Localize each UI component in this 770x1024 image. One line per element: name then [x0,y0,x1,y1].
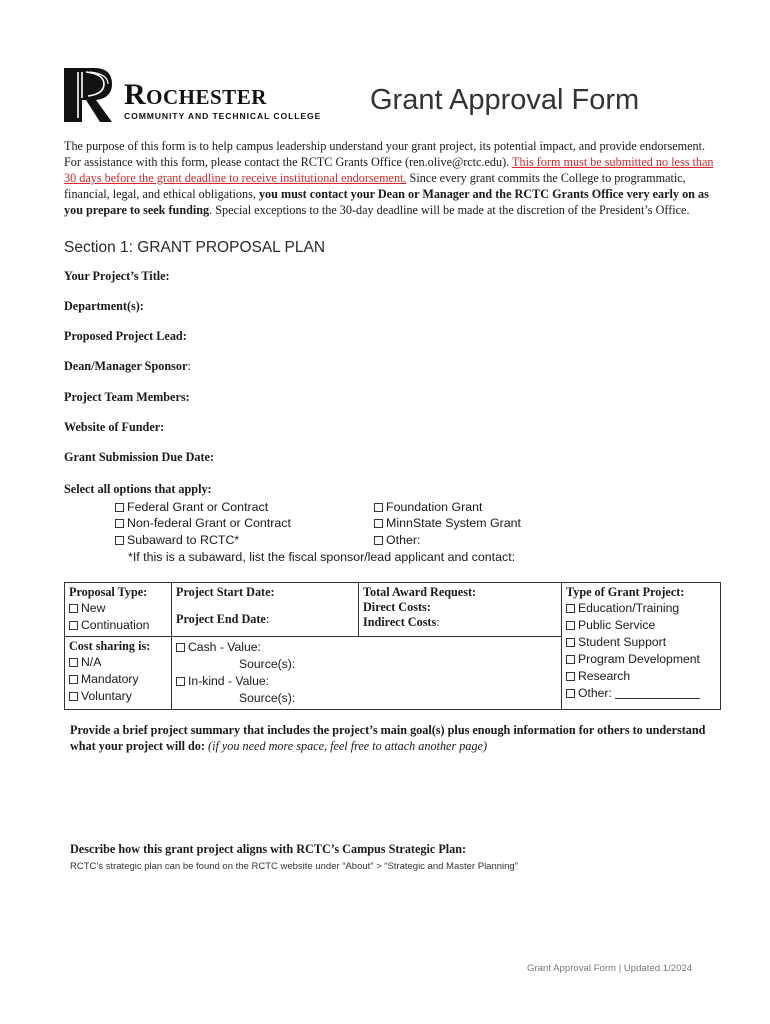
checkbox-icon[interactable] [566,638,575,647]
end-date-label: Project End Date: [176,612,270,626]
checkbox-icon[interactable] [566,689,575,698]
strategic-plan-prompt[interactable]: Describe how this grant project aligns with RCTC’s Campus Strategic Plan: [70,842,467,856]
dates-cell[interactable] [172,583,359,637]
option-other[interactable]: Other: [374,533,420,547]
team-members-field[interactable]: Project Team Members: [64,390,190,404]
inkind-source[interactable]: Source(s): [239,691,296,705]
due-date-field[interactable]: Grant Submission Due Date: [64,450,214,464]
other-input-line[interactable] [615,688,700,699]
cash-source[interactable]: Source(s): [239,657,296,671]
type-other[interactable]: Other: [566,685,716,702]
contact-dean-notice: you must contact your Dean or Manager and the RCTC Grants Office very early on as you prepare to seek funding [64,187,709,217]
checkbox-icon[interactable] [69,692,78,701]
cost-sharing-mandatory[interactable]: Mandatory [69,671,167,688]
checkbox-icon[interactable] [566,604,575,613]
option-federal[interactable]: Federal Grant or Contract [115,500,268,514]
sponsor-field[interactable] [64,359,191,374]
sponsor-label: Dean/Manager Sponsor [64,359,188,373]
logo-wordmark: Rochester [124,78,267,111]
type-education[interactable]: Education/Training [566,600,716,617]
type-research[interactable]: Research [566,668,716,685]
checkbox-icon[interactable] [69,621,78,630]
award-request-cell[interactable] [359,583,562,637]
subaward-note: *If this is a subaward, list the fiscal sponsor/lead applicant and contact: [128,550,516,564]
checkbox-icon[interactable] [115,536,124,545]
cost-sharing-details-cell [172,637,562,710]
funder-website-field[interactable]: Website of Funder: [64,420,165,434]
project-summary-prompt[interactable]: Provide a brief project summary that includes the project’s main goal(s) plus enough information for others to understand what your project will do: (if you need more space, feel free to attach another page) [70,723,706,753]
intro-text-2: Since every grant commits the College to programmatic, financial, legal, and ethical obligations, [64,171,686,201]
option-foundation[interactable]: Foundation Grant [374,500,482,514]
cash-option[interactable]: Cash - Value: [176,639,557,656]
checkbox-icon[interactable] [176,643,185,652]
checkbox-icon[interactable] [176,677,185,686]
total-award-label: Total Award Request: [363,585,477,599]
checkbox-icon[interactable] [115,519,124,528]
cost-sharing-cell [65,637,172,710]
rochester-logo-mark-icon [64,68,114,122]
option-nonfederal[interactable]: Non-federal Grant or Contract [115,516,291,530]
direct-costs-label: Direct Costs: [363,600,431,614]
intro-text-3: . Special exceptions to the 30-day deadline will be made at the discretion of the President’s Office. [209,203,690,217]
checkbox-icon[interactable] [69,658,78,667]
section-title: Section 1: GRANT PROPOSAL PLAN [64,239,326,256]
checkbox-icon[interactable] [374,536,383,545]
proposal-type-new[interactable]: New [69,600,167,617]
proposal-type-continuation[interactable]: Continuation [69,617,167,634]
proposal-details-table [64,582,721,710]
department-field[interactable]: Department(s): [64,299,144,313]
cost-sharing-voluntary[interactable]: Voluntary [69,688,167,705]
checkbox-icon[interactable] [566,672,575,681]
grant-type-cell [562,583,721,710]
summary-hint: (if you need more space, feel free to attach another page) [208,739,488,753]
sponsor-colon: : [187,359,191,373]
checkbox-icon[interactable] [566,655,575,664]
inkind-option[interactable]: In-kind - Value: [176,673,557,690]
indirect-costs-label: Indirect Costs: [363,615,440,629]
start-date-label: Project Start Date: [176,585,275,599]
checkbox-icon[interactable] [374,519,383,528]
type-program-development[interactable]: Program Development [566,651,716,668]
logo-subtitle: COMMUNITY AND TECHNICAL COLLEGE [124,111,322,121]
intro-text: The purpose of this form is to help campus leadership understand your grant project, its potential impact, and provide endorsement. For assistance with this form, please contact the RCTC Grants Office (ren.olive@rctc.edu). [64,139,706,169]
checkbox-icon[interactable] [115,503,124,512]
project-lead-field[interactable]: Proposed Project Lead: [64,329,187,343]
page-title: Grant Approval Form [370,84,640,116]
cost-sharing-na[interactable]: N/A [69,654,167,671]
options-title: Select all options that apply: [64,482,212,496]
page-footer: Grant Approval Form | Updated 1/2024 [527,963,693,974]
option-subaward[interactable]: Subaward to RCTC* [115,533,239,547]
checkbox-icon[interactable] [374,503,383,512]
proposal-type-label: Proposal Type: [69,585,148,599]
type-student-support[interactable]: Student Support [566,634,716,651]
option-minnstate[interactable]: MinnState System Grant [374,516,521,530]
type-public-service[interactable]: Public Service [566,617,716,634]
cost-sharing-label: Cost sharing is: [69,639,151,653]
checkbox-icon[interactable] [566,621,575,630]
grant-type-label: Type of Grant Project: [566,585,685,599]
deadline-warning: This form must be submitted no less than 30 days before the grant deadline to receive institutional endorsement. [64,155,714,185]
intro-paragraph [64,138,714,218]
strategic-plan-note: RCTC’s strategic plan can be found on the RCTC website under “About” > “Strategic and Master Planning” [70,861,518,872]
checkbox-icon[interactable] [69,604,78,613]
checkbox-icon[interactable] [69,675,78,684]
project-title-field[interactable]: Your Project’s Title: [64,269,170,283]
proposal-type-cell [65,583,172,637]
